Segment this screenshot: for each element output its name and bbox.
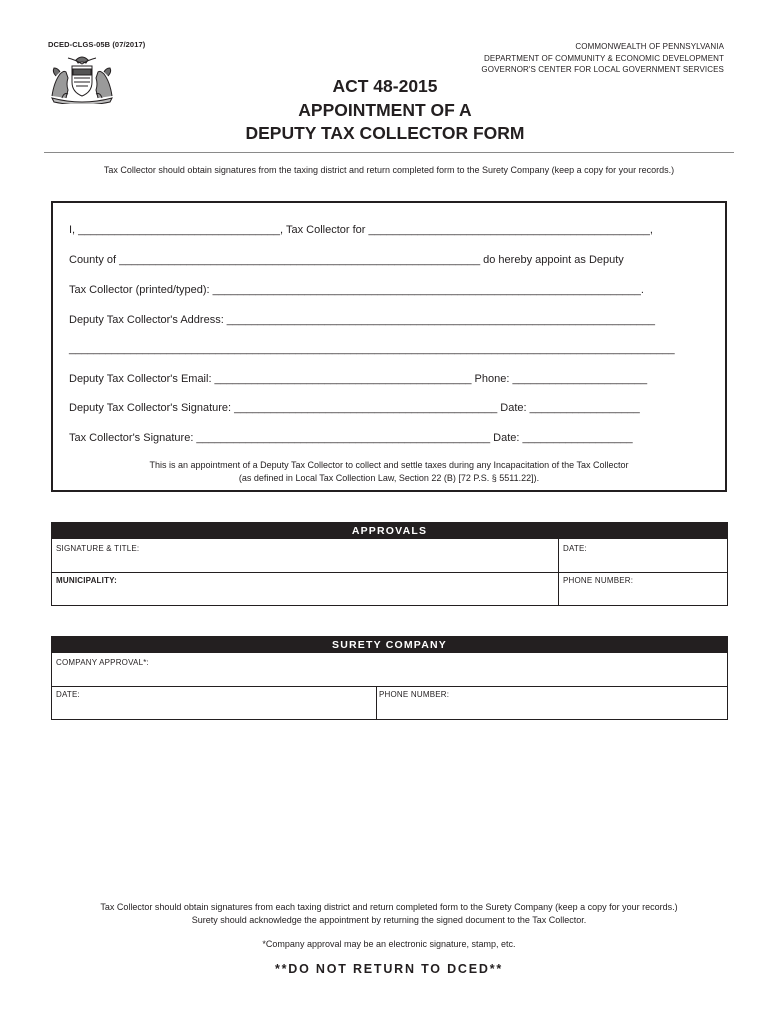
header-divider xyxy=(44,152,734,153)
column-divider xyxy=(558,539,559,605)
bottom-instruction xyxy=(0,901,770,927)
approvals-heading: APPROVALS xyxy=(52,523,727,539)
company-approval-field[interactable]: COMPANY APPROVAL*: xyxy=(56,658,149,667)
top-instruction: Tax Collector should obtain signatures from the taxing district and return completed form to the Surety Company (keep a copy for your records.) xyxy=(103,165,675,175)
instruction-line: Tax Collector should obtain signatures from each taxing district and return completed form to the Surety Company (keep a copy for your records.) xyxy=(100,902,678,912)
county-line[interactable]: County of ___________________________________________________________ do hereby appoint as Deputy xyxy=(69,254,624,266)
company-approval-note: *Company approval may be an electronic signature, stamp, etc. xyxy=(262,939,516,949)
row-divider xyxy=(52,572,727,573)
deputy-signature-line[interactable]: Deputy Tax Collector's Signature: ___________________________________________ Date: __________________ xyxy=(69,402,640,414)
do-not-return-notice: **DO NOT RETURN TO DCED** xyxy=(274,962,504,976)
deputy-email-phone-line[interactable]: Deputy Tax Collector's Email: __________________________________________ Phone: ______________________ xyxy=(69,373,648,385)
instruction-line: Surety should acknowledge the appointment by returning the signed document to the Tax Collector. xyxy=(191,915,587,925)
note-line: (as defined in Local Tax Collection Law, Section 22 (B) [72 P.S. § 5511.22]). xyxy=(238,473,540,483)
collector-signature-line[interactable]: Tax Collector's Signature: ________________________________________________ Date: __________________ xyxy=(69,432,633,444)
approval-phone-field[interactable]: PHONE NUMBER: xyxy=(563,576,634,585)
title-line: APPOINTMENT OF A xyxy=(298,99,472,120)
municipality-field[interactable]: MUNICIPALITY: xyxy=(56,576,117,585)
note-line: This is an appointment of a Deputy Tax Collector to collect and settle taxes during any Incapacitation of the Tax Collector xyxy=(149,460,629,470)
surety-date-field[interactable]: DATE: xyxy=(56,690,80,699)
form-code: DCED-CLGS-05B (07/2017) xyxy=(48,40,146,49)
deputy-address-line[interactable]: Deputy Tax Collector's Address: ______________________________________________________________________ xyxy=(69,314,656,326)
collector-name-line[interactable]: I, _________________________________, Tax Collector for ______________________________________________, xyxy=(69,224,653,236)
deputy-name-line[interactable]: Tax Collector (printed/typed): ______________________________________________________________________. xyxy=(69,284,644,296)
title-line: DEPUTY TAX COLLECTOR FORM xyxy=(245,123,525,143)
title-line: ACT 48-2015 xyxy=(332,76,438,96)
signature-title-field[interactable]: SIGNATURE & TITLE: xyxy=(56,544,140,553)
agency-line: GOVERNOR'S CENTER FOR LOCAL GOVERNMENT SERVICES xyxy=(481,65,724,74)
approvals-table xyxy=(51,522,728,606)
agency-line: COMMONWEALTH OF PENNSYLVANIA xyxy=(575,42,724,51)
agency-block xyxy=(481,41,724,76)
deputy-address-continued-line[interactable]: ___________________________________________________________________________________________________ xyxy=(69,343,675,355)
surety-heading: SURETY COMPANY xyxy=(52,637,727,653)
surety-phone-field[interactable]: PHONE NUMBER: xyxy=(379,690,450,699)
approval-date-field[interactable]: DATE: xyxy=(563,544,587,553)
row-divider xyxy=(52,686,727,687)
agency-line: DEPARTMENT OF COMMUNITY & ECONOMIC DEVELOPMENT xyxy=(483,53,724,63)
surety-table xyxy=(51,636,728,720)
column-divider xyxy=(376,686,377,719)
appointment-note xyxy=(51,459,727,485)
page-title xyxy=(0,75,770,146)
